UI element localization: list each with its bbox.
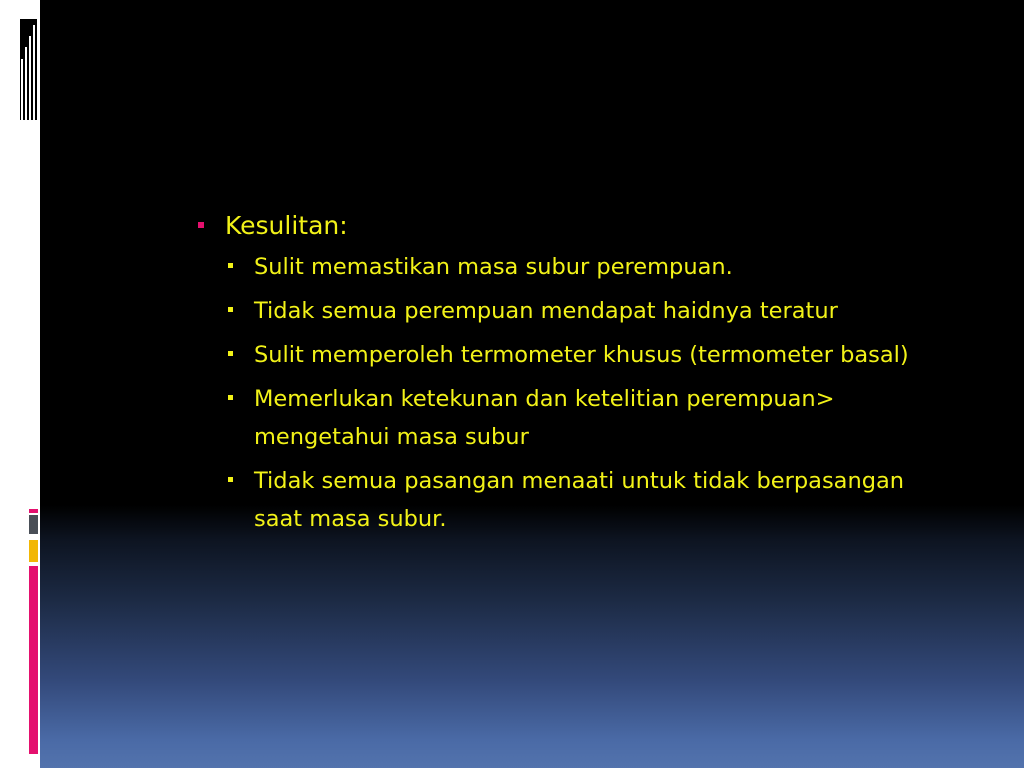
sub-bullet-text: Tidak semua pasangan menaati untuk tidak berpasangan saat masa subur. — [254, 468, 905, 532]
square-bullet-icon — [228, 307, 233, 312]
gray-accent-bar — [29, 515, 38, 534]
square-bullet-icon — [228, 351, 233, 356]
pink-accent-bar-top — [29, 509, 38, 513]
sub-bullet-text: Sulit memastikan masa subur perempuan. — [254, 254, 733, 280]
bullet-text: Kesulitan: — [225, 211, 348, 240]
sub-bullet — [225, 292, 936, 330]
gold-accent-bar — [29, 540, 38, 562]
sub-bullet-list — [225, 248, 936, 538]
bullet-level1 — [196, 206, 936, 246]
square-bullet-icon — [228, 263, 233, 268]
square-bullet-icon — [228, 395, 233, 400]
sub-bullet-text: Sulit memperoleh termometer khusus (termometer basal) — [254, 342, 909, 368]
pink-accent-bar — [29, 566, 38, 754]
square-bullet-icon — [228, 477, 233, 482]
sub-bullet-text: Tidak semua perempuan mendapat haidnya teratur — [254, 298, 838, 324]
square-bullet-icon — [198, 222, 204, 228]
sub-bullet — [225, 462, 936, 538]
striped-bars-icon — [20, 19, 40, 120]
sub-bullet — [225, 248, 936, 286]
sub-bullet-text: Memerlukan ketekunan dan ketelitian perempuan> mengetahui masa subur — [254, 386, 835, 450]
sub-bullet — [225, 336, 936, 374]
slide-content — [196, 206, 936, 544]
sub-bullet — [225, 380, 936, 456]
